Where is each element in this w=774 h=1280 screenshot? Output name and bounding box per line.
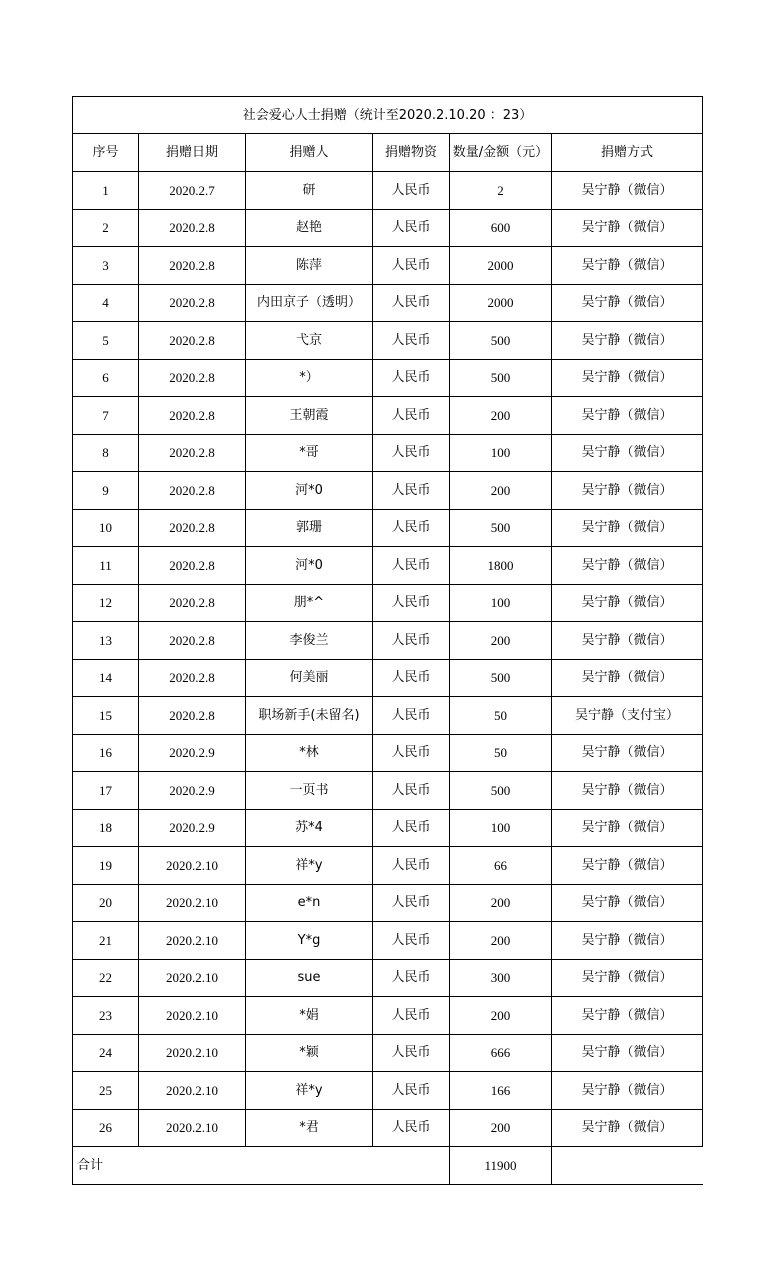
- table-title-row: [73, 97, 703, 134]
- cell-donor: 河*0: [246, 472, 373, 510]
- cell-date: 2020.2.8: [139, 472, 246, 510]
- cell-date: 2020.2.8: [139, 247, 246, 285]
- table-row: [73, 434, 703, 472]
- cell-method: 吴宁静（微信）: [552, 547, 703, 585]
- cell-donor: e*n: [246, 884, 373, 922]
- cell-method: 吴宁静（微信）: [552, 434, 703, 472]
- cell-method: 吴宁静（微信）: [552, 884, 703, 922]
- cell-method: 吴宁静（微信）: [552, 959, 703, 997]
- cell-seq: 7: [73, 397, 139, 435]
- cell-seq: 25: [73, 1072, 139, 1110]
- cell-seq: 17: [73, 772, 139, 810]
- cell-date: 2020.2.10: [139, 1109, 246, 1147]
- cell-amount: 66: [450, 847, 552, 885]
- cell-amount: 100: [450, 809, 552, 847]
- cell-item: 人民币: [373, 509, 450, 547]
- cell-amount: 200: [450, 997, 552, 1035]
- donation-sheet: [72, 96, 702, 1185]
- cell-amount: 50: [450, 697, 552, 735]
- cell-donor: sue: [246, 959, 373, 997]
- cell-seq: 10: [73, 509, 139, 547]
- table-row: [73, 584, 703, 622]
- cell-item: 人民币: [373, 247, 450, 285]
- cell-amount: 200: [450, 922, 552, 960]
- cell-item: 人民币: [373, 622, 450, 660]
- cell-date: 2020.2.10: [139, 1034, 246, 1072]
- cell-item: 人民币: [373, 209, 450, 247]
- cell-method: 吴宁静（微信）: [552, 472, 703, 510]
- cell-amount: 200: [450, 472, 552, 510]
- cell-date: 2020.2.7: [139, 172, 246, 210]
- table-row: [73, 847, 703, 885]
- cell-seq: 9: [73, 472, 139, 510]
- cell-item: 人民币: [373, 284, 450, 322]
- cell-seq: 4: [73, 284, 139, 322]
- table-row: [73, 322, 703, 360]
- cell-seq: 24: [73, 1034, 139, 1072]
- cell-item: 人民币: [373, 922, 450, 960]
- cell-amount: 100: [450, 434, 552, 472]
- cell-date: 2020.2.8: [139, 397, 246, 435]
- cell-donor: *哥: [246, 434, 373, 472]
- total-row: [73, 1147, 703, 1185]
- cell-amount: 200: [450, 884, 552, 922]
- table-row: [73, 622, 703, 660]
- cell-donor: 祥*y: [246, 1072, 373, 1110]
- cell-amount: 1800: [450, 547, 552, 585]
- table-row: [73, 1072, 703, 1110]
- cell-amount: 166: [450, 1072, 552, 1110]
- cell-donor: *林: [246, 734, 373, 772]
- cell-method: 吴宁静（微信）: [552, 359, 703, 397]
- cell-amount: 500: [450, 359, 552, 397]
- table-row: [73, 397, 703, 435]
- table-row: [73, 547, 703, 585]
- cell-method: 吴宁静（微信）: [552, 847, 703, 885]
- cell-seq: 20: [73, 884, 139, 922]
- table-row: [73, 509, 703, 547]
- cell-amount: 500: [450, 659, 552, 697]
- cell-method: 吴宁静（微信）: [552, 322, 703, 360]
- cell-item: 人民币: [373, 1072, 450, 1110]
- cell-date: 2020.2.8: [139, 322, 246, 360]
- cell-item: 人民币: [373, 847, 450, 885]
- cell-item: 人民币: [373, 772, 450, 810]
- cell-date: 2020.2.10: [139, 959, 246, 997]
- cell-date: 2020.2.10: [139, 1072, 246, 1110]
- table-row: [73, 734, 703, 772]
- cell-method: 吴宁静（微信）: [552, 1034, 703, 1072]
- cell-amount: 2000: [450, 247, 552, 285]
- cell-date: 2020.2.8: [139, 509, 246, 547]
- cell-donor: 弋京: [246, 322, 373, 360]
- total-value: 11900: [450, 1147, 552, 1185]
- cell-method: 吴宁静（微信）: [552, 772, 703, 810]
- total-label: 合计: [73, 1147, 450, 1185]
- cell-donor: 祥*y: [246, 847, 373, 885]
- cell-donor: *）: [246, 359, 373, 397]
- table-row: [73, 172, 703, 210]
- table-row: [73, 1034, 703, 1072]
- table-row: [73, 472, 703, 510]
- cell-donor: *娟: [246, 997, 373, 1035]
- cell-date: 2020.2.8: [139, 659, 246, 697]
- cell-method: 吴宁静（微信）: [552, 659, 703, 697]
- table-header-row: [73, 134, 703, 172]
- cell-seq: 5: [73, 322, 139, 360]
- cell-method: 吴宁静（微信）: [552, 1109, 703, 1147]
- cell-donor: 朋*^: [246, 584, 373, 622]
- cell-seq: 11: [73, 547, 139, 585]
- cell-donor: *君: [246, 1109, 373, 1147]
- cell-date: 2020.2.8: [139, 434, 246, 472]
- cell-seq: 26: [73, 1109, 139, 1147]
- header-donor: 捐赠人: [246, 134, 373, 172]
- table-row: [73, 959, 703, 997]
- cell-item: 人民币: [373, 172, 450, 210]
- cell-item: 人民币: [373, 434, 450, 472]
- cell-date: 2020.2.9: [139, 772, 246, 810]
- cell-seq: 21: [73, 922, 139, 960]
- cell-method: 吴宁静（微信）: [552, 809, 703, 847]
- table-row: [73, 772, 703, 810]
- cell-seq: 13: [73, 622, 139, 660]
- cell-amount: 500: [450, 509, 552, 547]
- donation-table: [72, 96, 703, 1185]
- cell-item: 人民币: [373, 547, 450, 585]
- cell-donor: 陈萍: [246, 247, 373, 285]
- cell-method: 吴宁静（微信）: [552, 209, 703, 247]
- cell-donor: 郭珊: [246, 509, 373, 547]
- cell-method: 吴宁静（微信）: [552, 247, 703, 285]
- cell-method: 吴宁静（支付宝）: [552, 697, 703, 735]
- cell-donor: 内田京子（透明）: [246, 284, 373, 322]
- header-seq: 序号: [73, 134, 139, 172]
- header-date: 捐赠日期: [139, 134, 246, 172]
- cell-item: 人民币: [373, 1109, 450, 1147]
- cell-donor: 王朝霞: [246, 397, 373, 435]
- cell-date: 2020.2.9: [139, 809, 246, 847]
- header-item: 捐赠物资: [373, 134, 450, 172]
- cell-method: 吴宁静（微信）: [552, 734, 703, 772]
- cell-amount: 2: [450, 172, 552, 210]
- cell-seq: 16: [73, 734, 139, 772]
- cell-method: 吴宁静（微信）: [552, 622, 703, 660]
- cell-date: 2020.2.8: [139, 622, 246, 660]
- cell-seq: 14: [73, 659, 139, 697]
- cell-item: 人民币: [373, 997, 450, 1035]
- table-row: [73, 1109, 703, 1147]
- cell-seq: 6: [73, 359, 139, 397]
- cell-date: 2020.2.8: [139, 359, 246, 397]
- table-row: [73, 997, 703, 1035]
- cell-amount: 200: [450, 622, 552, 660]
- table-row: [73, 209, 703, 247]
- cell-seq: 23: [73, 997, 139, 1035]
- cell-method: 吴宁静（微信）: [552, 584, 703, 622]
- cell-date: 2020.2.8: [139, 284, 246, 322]
- cell-item: 人民币: [373, 697, 450, 735]
- cell-item: 人民币: [373, 322, 450, 360]
- table-row: [73, 697, 703, 735]
- cell-donor: Y*g: [246, 922, 373, 960]
- cell-item: 人民币: [373, 809, 450, 847]
- cell-amount: 50: [450, 734, 552, 772]
- cell-amount: 100: [450, 584, 552, 622]
- table-row: [73, 247, 703, 285]
- cell-method: 吴宁静（微信）: [552, 397, 703, 435]
- cell-seq: 8: [73, 434, 139, 472]
- table-row: [73, 659, 703, 697]
- cell-amount: 200: [450, 1109, 552, 1147]
- cell-seq: 1: [73, 172, 139, 210]
- cell-date: 2020.2.9: [139, 734, 246, 772]
- header-amount: 数量/金额（元）: [450, 134, 552, 172]
- total-empty-cell: [552, 1147, 703, 1185]
- cell-donor: 研: [246, 172, 373, 210]
- cell-amount: 500: [450, 772, 552, 810]
- cell-item: 人民币: [373, 959, 450, 997]
- cell-seq: 12: [73, 584, 139, 622]
- cell-item: 人民币: [373, 584, 450, 622]
- cell-item: 人民币: [373, 359, 450, 397]
- table-row: [73, 922, 703, 960]
- cell-seq: 19: [73, 847, 139, 885]
- table-row: [73, 359, 703, 397]
- cell-date: 2020.2.8: [139, 584, 246, 622]
- cell-item: 人民币: [373, 472, 450, 510]
- cell-seq: 2: [73, 209, 139, 247]
- cell-amount: 600: [450, 209, 552, 247]
- table-row: [73, 884, 703, 922]
- cell-item: 人民币: [373, 659, 450, 697]
- table-title: 社会爱心人士捐赠（统计至2020.2.10.20 ：23）: [73, 97, 703, 134]
- cell-item: 人民币: [373, 1034, 450, 1072]
- cell-donor: 苏*4: [246, 809, 373, 847]
- cell-donor: 职场新手(未留名): [246, 697, 373, 735]
- cell-date: 2020.2.8: [139, 697, 246, 735]
- cell-date: 2020.2.10: [139, 847, 246, 885]
- cell-amount: 666: [450, 1034, 552, 1072]
- cell-method: 吴宁静（微信）: [552, 509, 703, 547]
- cell-amount: 200: [450, 397, 552, 435]
- cell-item: 人民币: [373, 734, 450, 772]
- cell-donor: 河*0: [246, 547, 373, 585]
- cell-seq: 15: [73, 697, 139, 735]
- cell-method: 吴宁静（微信）: [552, 284, 703, 322]
- header-method: 捐赠方式: [552, 134, 703, 172]
- cell-donor: 何美丽: [246, 659, 373, 697]
- cell-amount: 300: [450, 959, 552, 997]
- cell-donor: 一页书: [246, 772, 373, 810]
- cell-date: 2020.2.10: [139, 997, 246, 1035]
- cell-seq: 3: [73, 247, 139, 285]
- cell-donor: 李俊兰: [246, 622, 373, 660]
- cell-date: 2020.2.8: [139, 547, 246, 585]
- cell-donor: *颖: [246, 1034, 373, 1072]
- cell-method: 吴宁静（微信）: [552, 1072, 703, 1110]
- table-row: [73, 809, 703, 847]
- cell-method: 吴宁静（微信）: [552, 172, 703, 210]
- cell-date: 2020.2.10: [139, 884, 246, 922]
- cell-method: 吴宁静（微信）: [552, 997, 703, 1035]
- cell-donor: 赵艳: [246, 209, 373, 247]
- cell-date: 2020.2.8: [139, 209, 246, 247]
- table-row: [73, 284, 703, 322]
- cell-seq: 18: [73, 809, 139, 847]
- cell-item: 人民币: [373, 884, 450, 922]
- cell-seq: 22: [73, 959, 139, 997]
- cell-item: 人民币: [373, 397, 450, 435]
- cell-amount: 500: [450, 322, 552, 360]
- cell-amount: 2000: [450, 284, 552, 322]
- cell-method: 吴宁静（微信）: [552, 922, 703, 960]
- cell-date: 2020.2.10: [139, 922, 246, 960]
